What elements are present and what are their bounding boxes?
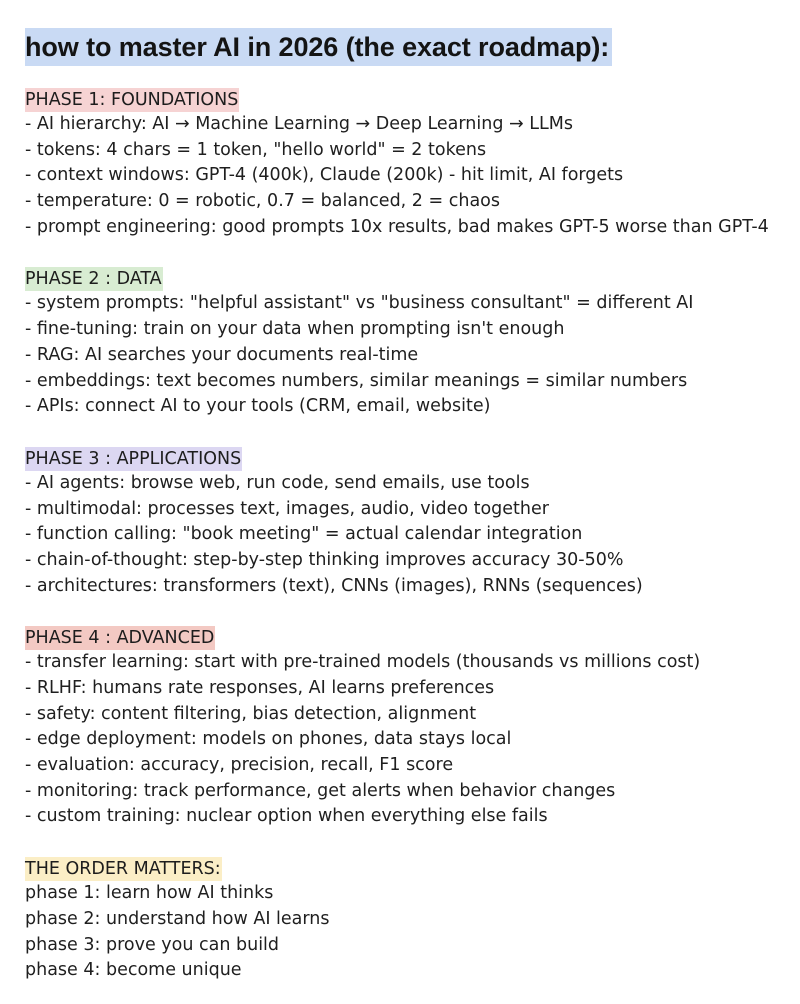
list-item: phase 1: learn how AI thinks (25, 883, 274, 904)
list-item: - chain-of-thought: step-by-step thinking improves accuracy 30-50% (25, 549, 624, 570)
list-item: - edge deployment: models on phones, data stays local (25, 729, 512, 750)
page-title: how to master AI in 2026 (the exact roadmap): (25, 28, 612, 66)
list-item: - safety: content filtering, bias detection, alignment (25, 703, 477, 724)
section-heading: PHASE 1: FOUNDATIONS (25, 90, 239, 110)
section-order-matters (25, 857, 776, 984)
list-item: phase 3: prove you can build (25, 934, 280, 955)
list-item: - architectures: transformers (text), CNNs (images), RNNs (sequences) (25, 575, 643, 596)
section-heading: PHASE 3 : APPLICATIONS (25, 448, 242, 469)
list-item: - embeddings: text becomes numbers, similar meanings = similar numbers (25, 370, 688, 391)
list-item: - monitoring: track performance, get alerts when behavior changes (25, 780, 616, 801)
list-item: - tokens: 4 chars = 1 token, "hello world" = 2 tokens (25, 139, 487, 160)
list-item: - fine-tuning: train on your data when prompting isn't enough (25, 319, 565, 340)
section-phase-1 (25, 88, 776, 240)
list-item: - multimodal: processes text, images, audio, video together (25, 498, 549, 519)
section-heading: THE ORDER MATTERS: (25, 859, 221, 880)
list-item: - temperature: 0 = robotic, 0.7 = balanced, 2 = chaos (25, 191, 500, 212)
list-item: - transfer learning: start with pre-trained models (thousands vs millions cost) (25, 652, 701, 673)
list-item: phase 2: understand how AI learns (25, 908, 330, 929)
section-phase-4 (25, 626, 776, 830)
list-item: - AI agents: browse web, run code, send emails, use tools (25, 472, 530, 493)
section-phase-3 (25, 447, 776, 599)
list-item: - AI hierarchy: AI → Machine Learning → Deep Learning → LLMs (25, 114, 573, 134)
section-heading: PHASE 2 : DATA (25, 269, 162, 290)
list-item: phase 4: become unique (25, 960, 242, 981)
list-item: - APIs: connect AI to your tools (CRM, email, website) (25, 396, 491, 417)
list-item: - function calling: "book meeting" = actual calendar integration (25, 524, 583, 545)
list-item: - system prompts: "helpful assistant" vs "business consultant" = different AI (25, 293, 694, 314)
section-heading: PHASE 4 : ADVANCED (25, 628, 215, 649)
list-item: - evaluation: accuracy, precision, recall, F1 score (25, 755, 454, 776)
list-item: - RLHF: humans rate responses, AI learns preferences (25, 678, 495, 698)
list-item: - RAG: AI searches your documents real-time (25, 344, 419, 365)
section-phase-2 (25, 267, 776, 419)
list-item: - custom training: nuclear option when everything else fails (25, 806, 548, 827)
list-item: - prompt engineering: good prompts 10x results, bad makes GPT-5 worse than GPT-4 (25, 216, 769, 237)
list-item: - context windows: GPT-4 (400k), Claude (200k) - hit limit, AI forgets (25, 165, 624, 186)
